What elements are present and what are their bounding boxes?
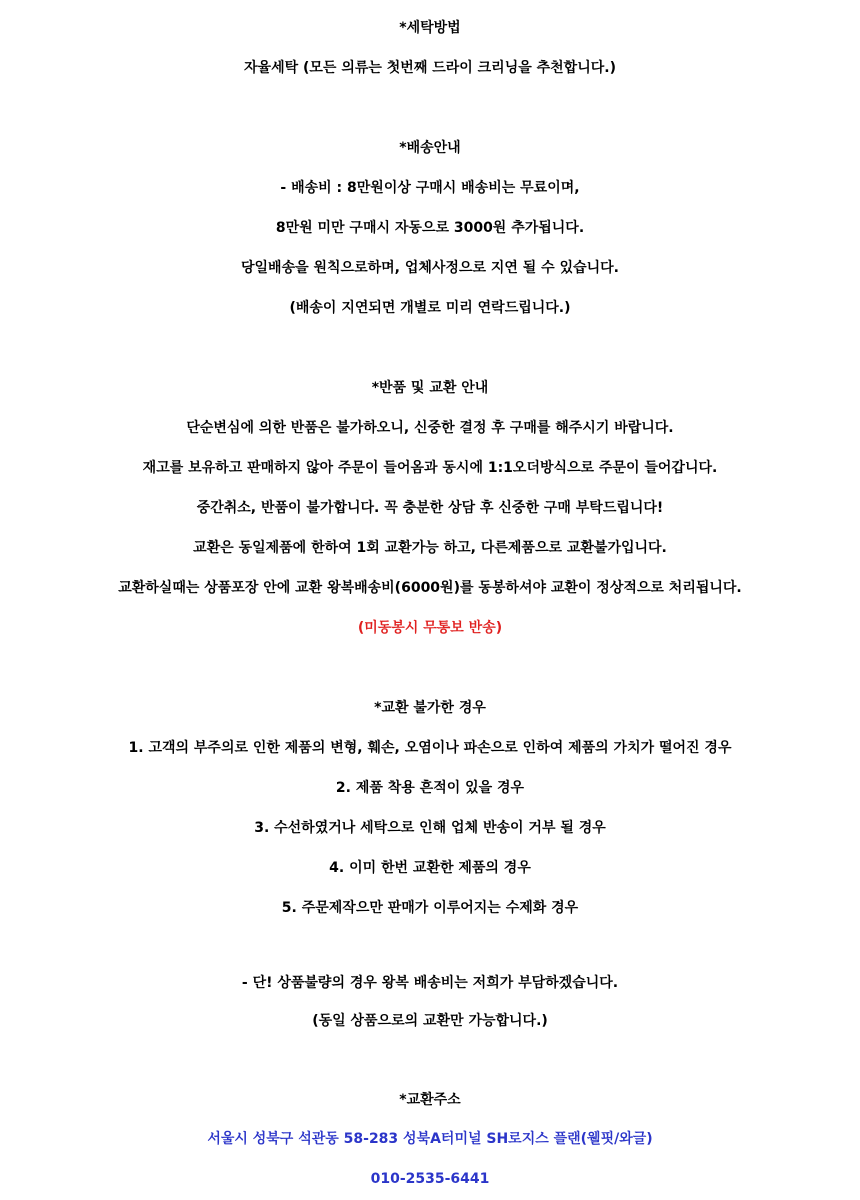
shipping-extra-fee-text: 8만원 미만 구매시 자동으로 3000원 추가됩니다. (275, 220, 585, 236)
no-exchange-item: 1. 고객의 부주의로 인한 제품의 변형, 훼손, 오염이나 파손으로 인하여 제품의 가치가 떨어진 경우 (128, 740, 732, 756)
no-exchange-item: 4. 이미 한번 교환한 제품의 경우 (329, 860, 531, 876)
returns-warning-text: (미동봉시 무통보 반송) (357, 620, 503, 636)
shipping-same-day-text: 당일배송을 원칙으로하며, 업체사정으로 지연 될 수 있습니다. (241, 260, 619, 276)
returns-shipping-fee-text: 교환하실때는 상품포장 안에 교환 왕복배송비(6000원)를 동봉하셔야 교환이 정상적으로 처리됩니다. (118, 580, 742, 596)
returns-policy-text: 단순변심에 의한 반품은 불가하오니, 신중한 결정 후 구매를 해주시기 바랍니다. (186, 420, 674, 436)
shipping-fee-text: - 배송비 : 8만원이상 구매시 배송비는 무료이며, (280, 180, 580, 196)
returns-order-text: 재고를 보유하고 판매하지 않아 주문이 들어옴과 동시에 1:1오더방식으로 주문이 들어갑니다. (142, 460, 718, 476)
returns-exchange-text: 교환은 동일제품에 한하여 1회 교환가능 하고, 다른제품으로 교환불가입니다. (193, 540, 667, 556)
no-exchange-item: 2. 제품 착용 흔적이 있을 경우 (335, 780, 525, 796)
shipping-delay-text: (배송이 지연되면 개별로 미리 연락드립니다.) (289, 300, 571, 316)
no-exchange-heading: *교환 불가한 경우 (374, 700, 486, 716)
no-exchange-item: 3. 수선하였거나 세탁으로 인해 업체 반송이 거부 될 경우 (254, 820, 606, 836)
contact-phone: 010-2535-6441 (370, 1171, 490, 1187)
washing-text: 자율세탁 (모든 의류는 첫번째 드라이 크리닝을 추천합니다.) (244, 60, 616, 76)
defect-note: (동일 상품으로의 교환만 가능합니다.) (312, 1013, 548, 1029)
return-address: 서울시 성북구 석관동 58-283 성북A터미널 SH로지스 플랜(웰핏/와글) (207, 1131, 653, 1147)
washing-heading: *세탁방법 (399, 20, 461, 36)
shipping-heading: *배송안내 (399, 140, 461, 156)
returns-heading: *반품 및 교환 안내 (371, 380, 489, 396)
returns-cancel-text: 중간취소, 반품이 불가합니다. 꼭 충분한 상담 후 신중한 구매 부탁드립니다! (196, 500, 664, 516)
address-heading: *교환주소 (399, 1092, 461, 1108)
defect-text: - 단! 상품불량의 경우 왕복 배송비는 저희가 부담하겠습니다. (241, 975, 619, 991)
no-exchange-item: 5. 주문제작으만 판매가 이루어지는 수제화 경우 (281, 900, 579, 916)
